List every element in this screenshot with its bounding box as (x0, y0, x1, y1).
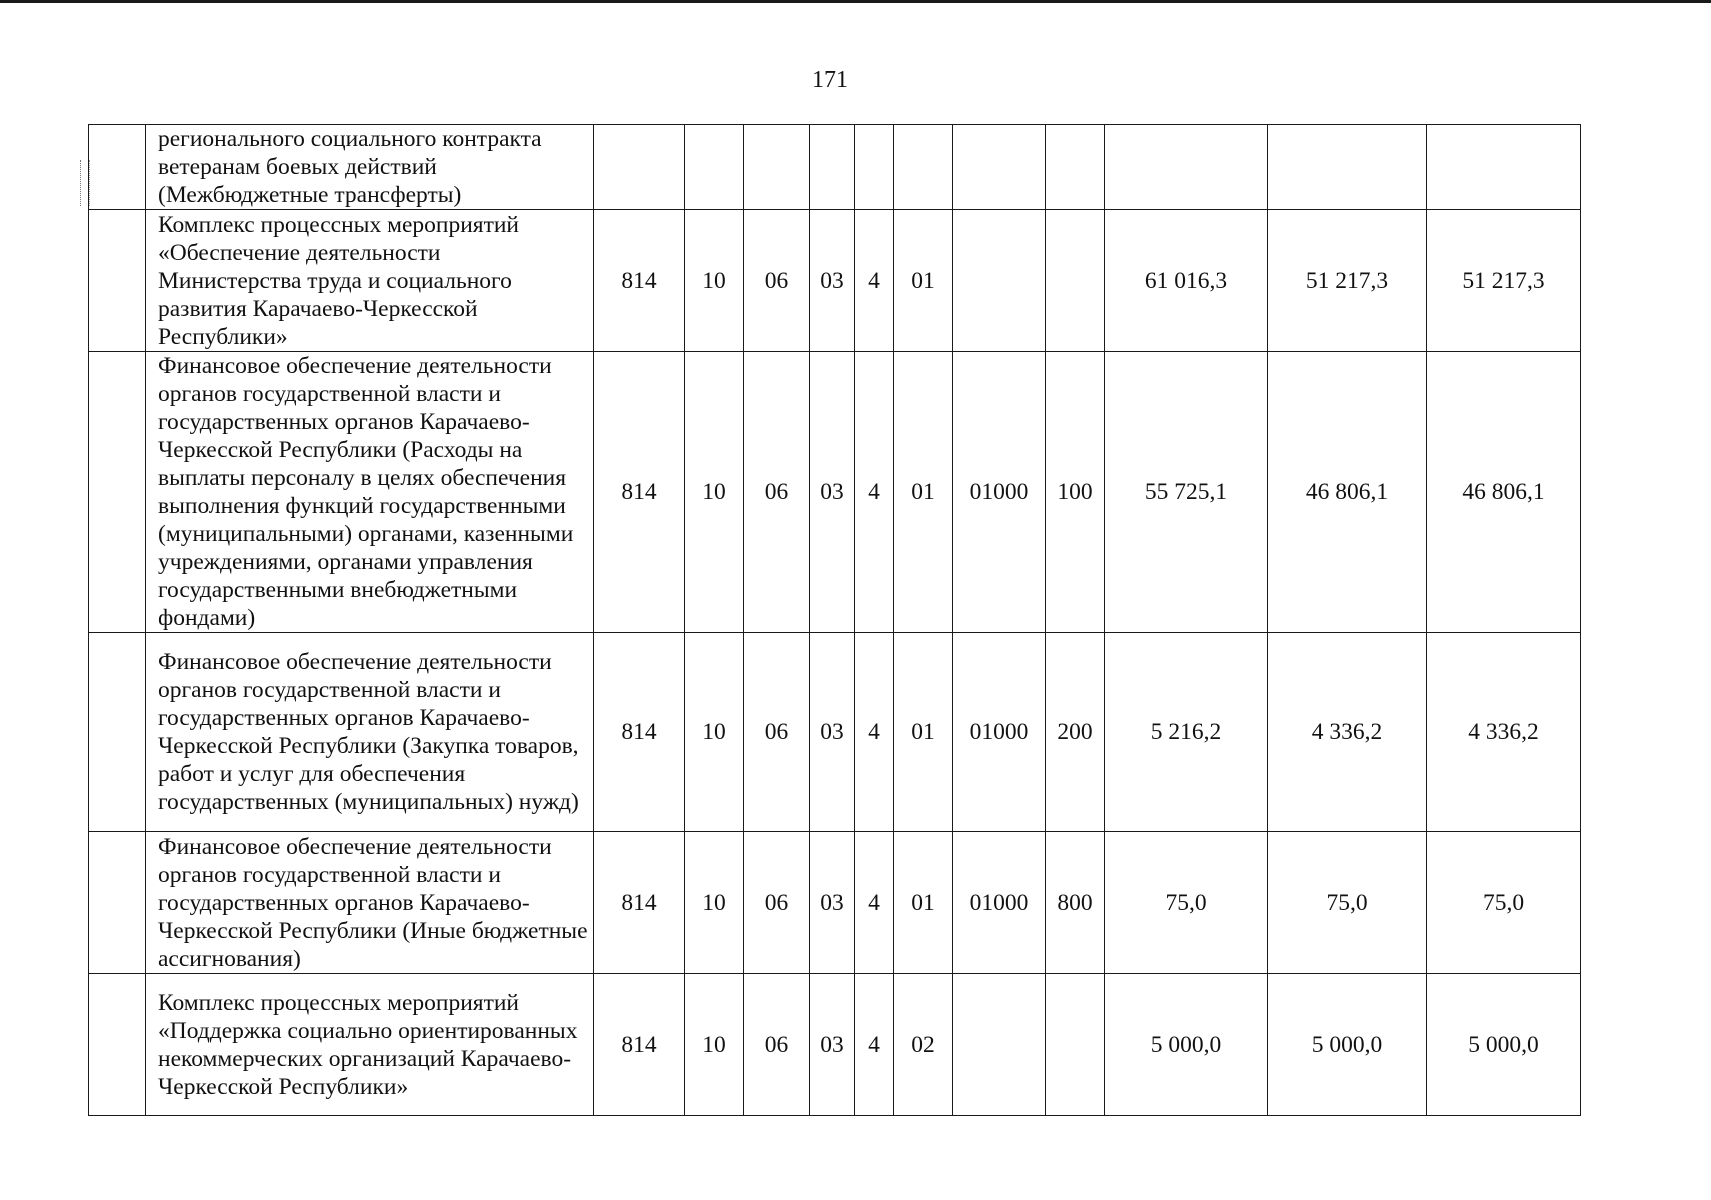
table-row (89, 210, 1581, 352)
structural-element-code-cell: 01 (894, 832, 953, 974)
ministry-code-cell: 814 (594, 633, 685, 832)
program-type-code-cell: 4 (855, 633, 894, 832)
expense-direction-code-cell: 01000 (953, 633, 1046, 832)
subsection-code-cell: 06 (744, 352, 810, 633)
expense-direction-code-cell (953, 210, 1046, 352)
program-type-code-cell: 4 (855, 210, 894, 352)
amount-year-1-cell: 75,0 (1105, 832, 1268, 974)
expense-direction-code-cell (953, 974, 1046, 1116)
amount-year-1-cell (1105, 125, 1268, 210)
program-code-cell: 03 (810, 633, 855, 832)
section-code-cell: 10 (685, 210, 744, 352)
amount-year-3-cell: 4 336,2 (1427, 633, 1581, 832)
section-code-cell: 10 (685, 633, 744, 832)
program-code-cell: 03 (810, 210, 855, 352)
ministry-code-cell: 814 (594, 210, 685, 352)
amount-year-3-cell: 5 000,0 (1427, 974, 1581, 1116)
table-row (89, 633, 1581, 832)
expense-type-code-cell: 800 (1046, 832, 1105, 974)
amount-year-2-cell: 5 000,0 (1268, 974, 1427, 1116)
section-code-cell (685, 125, 744, 210)
structural-element-code-cell (894, 125, 953, 210)
expense-type-code-cell: 100 (1046, 352, 1105, 633)
scan-top-border (0, 0, 1711, 3)
program-type-code-cell: 4 (855, 352, 894, 633)
expense-type-code-cell (1046, 125, 1105, 210)
expense-type-code-cell: 200 (1046, 633, 1105, 832)
structural-element-code-cell: 01 (894, 633, 953, 832)
amount-year-1-cell: 61 016,3 (1105, 210, 1268, 352)
amount-year-1-cell: 5 216,2 (1105, 633, 1268, 832)
amount-year-2-cell: 46 806,1 (1268, 352, 1427, 633)
ministry-code-cell: 814 (594, 832, 685, 974)
row-description-cell: Финансовое обеспечение деятельности органов государственной власти и государственных органов Карачаево-Черкесской Республики (Иные бюджетные ассигнования) (146, 832, 594, 974)
amount-year-1-cell: 5 000,0 (1105, 974, 1268, 1116)
row-number-cell (89, 633, 146, 832)
table-body (89, 125, 1581, 1116)
program-code-cell: 03 (810, 974, 855, 1116)
program-type-code-cell: 4 (855, 974, 894, 1116)
expense-type-code-cell (1046, 210, 1105, 352)
amount-year-3-cell (1427, 125, 1581, 210)
row-description-cell: Комплекс процессных мероприятий «Поддержка социально ориентированных некоммерческих организаций Карачаево-Черкесской Республики» (146, 974, 594, 1116)
table-row (89, 352, 1581, 633)
program-type-code-cell (855, 125, 894, 210)
structural-element-code-cell: 02 (894, 974, 953, 1116)
section-code-cell: 10 (685, 974, 744, 1116)
subsection-code-cell: 06 (744, 633, 810, 832)
row-number-cell (89, 210, 146, 352)
amount-year-3-cell: 51 217,3 (1427, 210, 1581, 352)
budget-table (88, 124, 1581, 1116)
expense-direction-code-cell: 01000 (953, 352, 1046, 633)
table-row (89, 125, 1581, 210)
row-description-cell: Финансовое обеспечение деятельности органов государственной власти и государственных органов Карачаево-Черкесской Республики (Расходы на выплаты персоналу в целях обеспечения выполнения функций государственными (муниципальными) органами, казенными учреждениями, органами управления государственными внебюджетными фондами) (146, 352, 594, 633)
section-code-cell: 10 (685, 832, 744, 974)
table-row (89, 974, 1581, 1116)
row-number-cell (89, 352, 146, 633)
amount-year-3-cell: 75,0 (1427, 832, 1581, 974)
subsection-code-cell: 06 (744, 210, 810, 352)
amount-year-2-cell: 75,0 (1268, 832, 1427, 974)
amount-year-2-cell (1268, 125, 1427, 210)
amount-year-2-cell: 51 217,3 (1268, 210, 1427, 352)
section-code-cell: 10 (685, 352, 744, 633)
program-code-cell (810, 125, 855, 210)
row-description-cell: Комплекс процессных мероприятий «Обеспечение деятельности Министерства труда и социального развития Карачаево-Черкесской Республики» (146, 210, 594, 352)
amount-year-2-cell: 4 336,2 (1268, 633, 1427, 832)
program-code-cell: 03 (810, 832, 855, 974)
row-number-cell (89, 832, 146, 974)
amount-year-3-cell: 46 806,1 (1427, 352, 1581, 633)
row-description-cell: регионального социального контракта ветеранам боевых действий (Межбюджетные трансферты) (146, 125, 594, 210)
program-type-code-cell: 4 (855, 832, 894, 974)
expense-type-code-cell (1046, 974, 1105, 1116)
subsection-code-cell (744, 125, 810, 210)
row-number-cell (89, 974, 146, 1116)
row-description-cell: Финансовое обеспечение деятельности органов государственной власти и государственных органов Карачаево-Черкесской Республики (Закупка товаров, работ и услуг для обеспечения государственных (муниципальных) нужд) (146, 633, 594, 832)
expense-direction-code-cell: 01000 (953, 832, 1046, 974)
subsection-code-cell: 06 (744, 974, 810, 1116)
expense-direction-code-cell (953, 125, 1046, 210)
ministry-code-cell: 814 (594, 974, 685, 1116)
program-code-cell: 03 (810, 352, 855, 633)
structural-element-code-cell: 01 (894, 210, 953, 352)
page-number: 171 (812, 67, 848, 93)
ministry-code-cell (594, 125, 685, 210)
row-number-cell (89, 125, 146, 210)
subsection-code-cell: 06 (744, 832, 810, 974)
ministry-code-cell: 814 (594, 352, 685, 633)
amount-year-1-cell: 55 725,1 (1105, 352, 1268, 633)
table-row (89, 832, 1581, 974)
structural-element-code-cell: 01 (894, 352, 953, 633)
